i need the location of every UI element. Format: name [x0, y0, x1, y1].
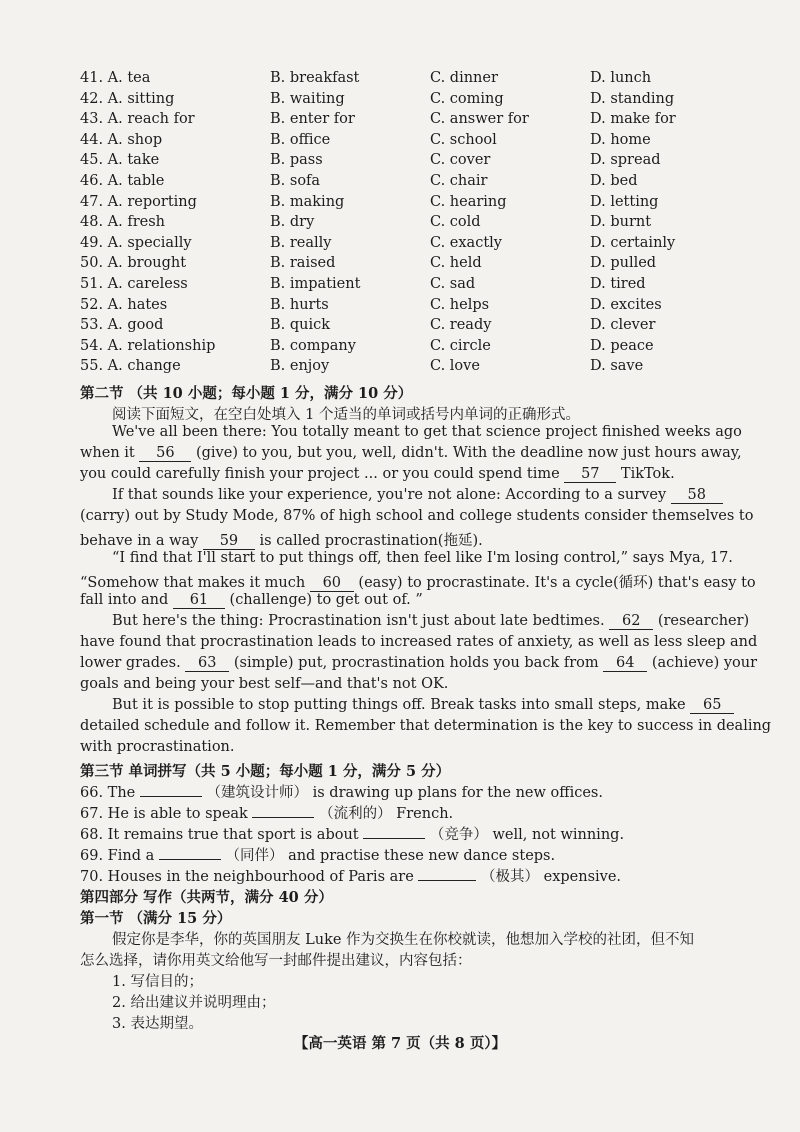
answer-blank-66[interactable]	[140, 796, 202, 797]
option-choice: D. excites	[590, 296, 662, 313]
option-choice: C. chair	[430, 173, 488, 189]
passage-line: goals and being your best self—and that's not OK.	[80, 676, 449, 692]
option-row	[80, 111, 740, 131]
option-choice: B. raised	[270, 255, 336, 272]
option-row	[80, 276, 740, 296]
task-item-1: 1. 写信目的；	[112, 974, 203, 990]
option-choice: 46. A. table	[80, 173, 165, 189]
part4-heading: 第四部分 写作（共两节，满分 40 分）	[80, 889, 333, 906]
option-choice: 49. A. specially	[80, 234, 192, 251]
option-choice: B. making	[270, 193, 345, 210]
option-choice: C. answer for	[430, 111, 529, 128]
passage-line: with procrastination.	[80, 739, 235, 755]
passage-line: lower grades. 63 (simple) put, procrastination holds you back from 64 (achieve) your	[80, 655, 758, 671]
passage-line: We've all been there: You totally meant to get that science project finished weeks ago	[112, 424, 742, 440]
passage-line: If that sounds like your experience, you're not alone: According to a survey 58	[112, 487, 730, 504]
option-choice: D. save	[590, 358, 644, 375]
option-choice: C. school	[430, 131, 497, 148]
option-row	[80, 255, 740, 275]
blank-56[interactable]: 56	[139, 445, 191, 462]
option-row	[80, 91, 740, 111]
option-choice: C. helps	[430, 296, 490, 313]
option-choice: C. dinner	[430, 70, 498, 86]
blank-65[interactable]: 65	[690, 697, 734, 714]
task-item-2: 2. 给出建议并说明理由；	[112, 995, 276, 1011]
option-choice: C. circle	[430, 337, 491, 354]
option-choice: B. quick	[270, 317, 331, 334]
question-66: 66. The （建筑设计师） is drawing up plans for the new offices.	[80, 785, 603, 801]
option-choice: C. ready	[430, 317, 492, 334]
option-choice: 48. A. fresh	[80, 214, 166, 231]
option-choice: B. impatient	[270, 276, 361, 292]
option-choice: D. certainly	[590, 234, 676, 251]
option-row	[80, 132, 740, 152]
blank-62[interactable]: 62	[609, 613, 653, 630]
part4-subheading: 第一节 （满分 15 分）	[80, 910, 232, 927]
option-choice: 47. A. reporting	[80, 193, 197, 210]
blank-60[interactable]: 60	[310, 575, 354, 592]
passage-line: fall into and 61 (challenge) to get out of. ”	[80, 592, 423, 608]
option-row	[80, 358, 740, 378]
section3-heading: 第三节 单词拼写（共 5 小题；每小题 1 分，满分 5 分）	[80, 763, 451, 780]
option-choice: D. pulled	[590, 255, 657, 272]
blank-59[interactable]: 59	[203, 533, 255, 550]
option-choice: B. really	[270, 234, 332, 251]
option-choice: 55. A. change	[80, 358, 181, 375]
option-choice: C. cold	[430, 214, 481, 231]
option-row	[80, 317, 740, 337]
option-choice: 43. A. reach for	[80, 111, 195, 128]
option-choice: 52. A. hates	[80, 296, 168, 313]
option-row	[80, 297, 740, 317]
option-choice: D. home	[590, 131, 651, 148]
option-choice: D. bed	[590, 173, 638, 189]
option-choice: D. burnt	[590, 214, 652, 231]
option-row	[80, 70, 740, 90]
passage-line: behave in a way 59 is called procrastination(拖延).	[80, 533, 483, 549]
option-choice: B. hurts	[270, 296, 329, 313]
blank-64[interactable]: 64	[603, 655, 647, 672]
option-row	[80, 152, 740, 172]
passage-line: detailed schedule and follow it. Remember that determination is the key to success in dealing	[80, 718, 772, 734]
option-choice: B. office	[270, 131, 331, 148]
passage-line: “I find that I'll start to put things off, then feel like I'm losing control,” says Mya, 17.	[112, 550, 733, 566]
question-70: 70. Houses in the neighbourhood of Paris are （极其） expensive.	[80, 869, 622, 885]
option-choice: B. company	[270, 337, 356, 354]
option-choice: B. sofa	[270, 173, 321, 189]
blank-57[interactable]: 57	[564, 466, 616, 483]
option-choice: D. letting	[590, 193, 659, 210]
answer-blank-70[interactable]	[418, 880, 476, 881]
question-68: 68. It remains true that sport is about （竞争） well, not winning.	[80, 827, 625, 843]
passage-line: have found that procrastination leads to increased rates of anxiety, as well as less sleep and	[80, 634, 758, 650]
option-choice: 53. A. good	[80, 317, 164, 334]
option-choice: 44. A. shop	[80, 131, 163, 148]
task-prompt-line: 怎么选择，请你用英文给他写一封邮件提出建议，内容包括：	[80, 953, 472, 969]
option-row	[80, 235, 740, 255]
option-choice: 42. A. sitting	[80, 90, 175, 107]
passage-line: “Somehow that makes it much 60 (easy) to procrastinate. It's a cycle(循环) that's easy to	[80, 575, 756, 591]
passage-line: (carry) out by Study Mode, 87% of high school and college students consider themselves to	[80, 508, 754, 524]
option-choice: B. enjoy	[270, 358, 330, 375]
option-choice: C. hearing	[430, 193, 507, 210]
option-choice: 41. A. tea	[80, 70, 151, 86]
option-choice: 45. A. take	[80, 152, 160, 169]
option-choice: C. held	[430, 255, 482, 272]
blank-63[interactable]: 63	[185, 655, 229, 672]
section2-heading: 第二节 （共 10 小题；每小题 1 分，满分 10 分）	[80, 385, 413, 402]
answer-blank-69[interactable]	[159, 859, 221, 860]
passage-line: But here's the thing: Procrastination isn't just about late bedtimes. 62 (researcher)	[112, 613, 750, 629]
passage-line: But it is possible to stop putting things off. Break tasks into small steps, make 65	[112, 697, 730, 714]
page-footer: 【高一英语 第 7 页（共 8 页）】	[293, 1035, 507, 1052]
option-choice: 54. A. relationship	[80, 337, 216, 354]
option-choice: D. peace	[590, 337, 654, 354]
option-choice: 51. A. careless	[80, 276, 188, 292]
option-choice: D. make for	[590, 111, 676, 128]
answer-blank-67[interactable]	[252, 817, 314, 818]
question-69: 69. Find a （同伴） and practise these new dance steps.	[80, 848, 556, 864]
passage-line: you could carefully finish your project ... or you could spend time 57 TikTok.	[80, 466, 675, 482]
option-choice: D. clever	[590, 317, 656, 334]
blank-58[interactable]: 58	[671, 487, 723, 504]
option-choice: C. sad	[430, 276, 476, 292]
question-67: 67. He is able to speak （流利的） French.	[80, 806, 454, 822]
option-choice: C. love	[430, 358, 480, 375]
task-prompt-line: 假定你是李华，你的英国朋友 Luke 作为交换生在你校就读，他想加入学校的社团，但不知	[112, 932, 695, 948]
option-choice: D. lunch	[590, 70, 652, 86]
option-row	[80, 194, 740, 214]
option-choice: C. exactly	[430, 234, 502, 251]
option-choice: D. standing	[590, 90, 675, 107]
option-row	[80, 214, 740, 234]
option-choice: C. cover	[430, 152, 491, 169]
option-choice: B. dry	[270, 214, 315, 231]
option-row	[80, 173, 740, 193]
option-choice: D. tired	[590, 276, 646, 292]
blank-61[interactable]: 61	[173, 592, 225, 609]
option-choice: B. enter for	[270, 111, 355, 128]
option-choice: D. spread	[590, 152, 661, 169]
option-choice: B. waiting	[270, 90, 345, 107]
option-choice: C. coming	[430, 90, 504, 107]
option-row	[80, 338, 740, 358]
task-item-3: 3. 表达期望。	[112, 1016, 203, 1032]
passage-line: when it 56 (give) to you, but you, well, didn't. With the deadline now just hours away,	[80, 445, 742, 461]
answer-blank-68[interactable]	[363, 838, 425, 839]
option-choice: B. breakfast	[270, 70, 360, 86]
section2-instruction: 阅读下面短文，在空白处填入 1 个适当的单词或括号内单词的正确形式。	[112, 407, 580, 423]
option-choice: 50. A. brought	[80, 255, 187, 272]
option-choice: B. pass	[270, 152, 323, 169]
